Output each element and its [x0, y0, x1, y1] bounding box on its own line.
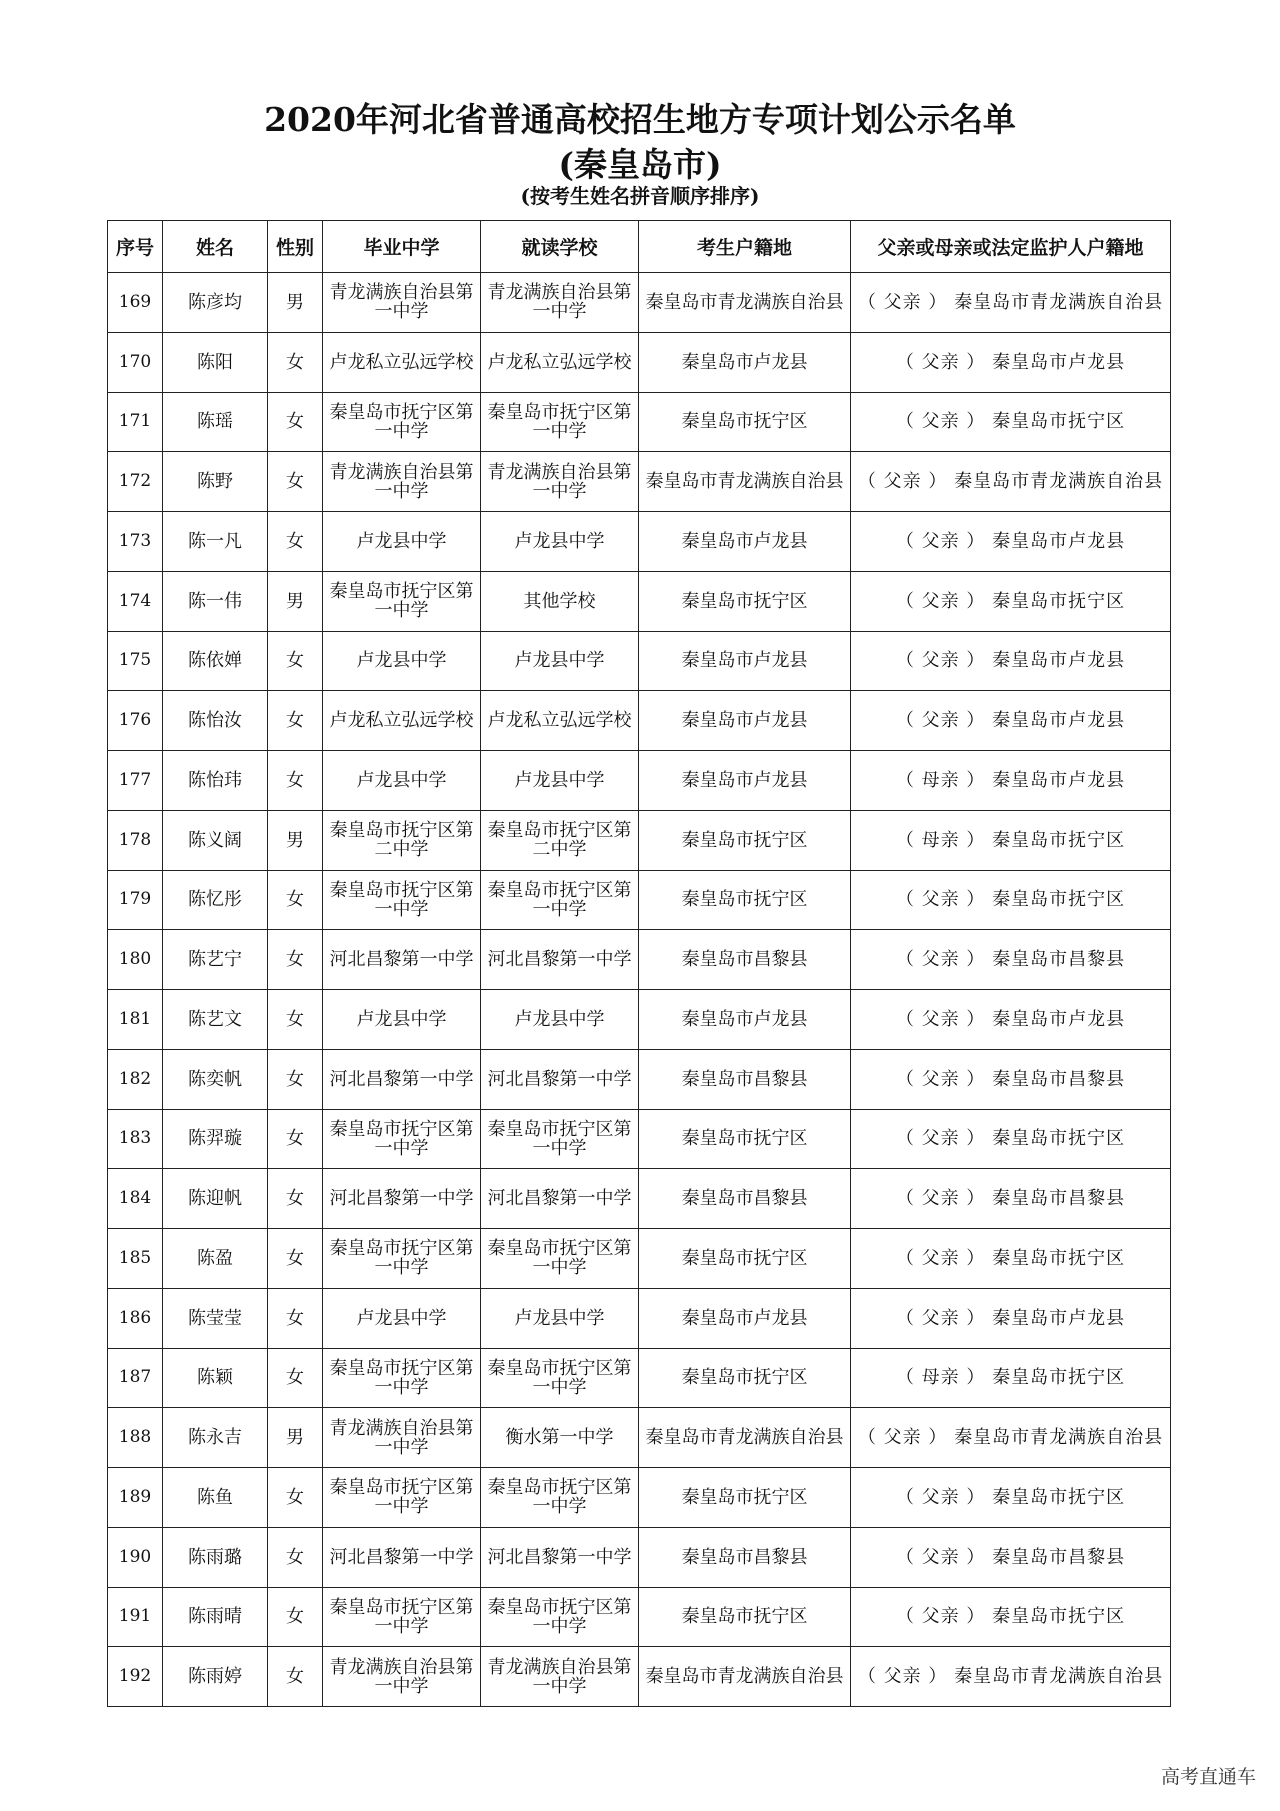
sort-note: (按考生姓名拼音顺序排序): [520, 184, 760, 208]
cell-guardian-domicile: （ 父亲 ） 秦皇岛市昌黎县: [851, 1527, 1171, 1587]
cell-name: 陈奕帆: [163, 1049, 268, 1109]
cell-name: 陈雨晴: [163, 1587, 268, 1647]
cell-study-school: 卢龙县中学: [481, 751, 639, 811]
cell-no: 182: [108, 1049, 163, 1109]
cell-name: 陈莹莹: [163, 1288, 268, 1348]
cell-name: 陈艺宁: [163, 930, 268, 990]
cell-name: 陈彦均: [163, 273, 268, 333]
cell-study-school: 卢龙私立弘远学校: [481, 332, 639, 392]
cell-gender: 女: [268, 1587, 323, 1647]
table-row: [108, 691, 1171, 751]
cell-no: 189: [108, 1468, 163, 1528]
cell-gender: 女: [268, 332, 323, 392]
table-row: [108, 870, 1171, 930]
cell-domicile: 秦皇岛市卢龙县: [639, 751, 851, 811]
cell-study-school: 青龙满族自治县第一中学: [481, 452, 639, 512]
table-row: [108, 1288, 1171, 1348]
cell-grad-school: 青龙满族自治县第一中学: [323, 452, 481, 512]
cell-gender: 女: [268, 990, 323, 1050]
cell-name: 陈依婵: [163, 631, 268, 691]
cell-grad-school: 青龙满族自治县第一中学: [323, 1647, 481, 1707]
cell-grad-school: 秦皇岛市抚宁区第二中学: [323, 810, 481, 870]
cell-domicile: 秦皇岛市抚宁区: [639, 810, 851, 870]
cell-grad-school: 秦皇岛市抚宁区第一中学: [323, 1587, 481, 1647]
table-row: [108, 392, 1171, 452]
cell-guardian-domicile: （ 父亲 ） 秦皇岛市卢龙县: [851, 691, 1171, 751]
cell-gender: 男: [268, 273, 323, 333]
cell-gender: 男: [268, 1408, 323, 1468]
cell-grad-school: 卢龙县中学: [323, 990, 481, 1050]
cell-domicile: 秦皇岛市昌黎县: [639, 1169, 851, 1229]
cell-domicile: 秦皇岛市昌黎县: [639, 930, 851, 990]
cell-no: 183: [108, 1109, 163, 1169]
cell-name: 陈忆彤: [163, 870, 268, 930]
table-row: [108, 1109, 1171, 1169]
cell-gender: 女: [268, 1468, 323, 1528]
cell-guardian-domicile: （ 父亲 ） 秦皇岛市抚宁区: [851, 1109, 1171, 1169]
cell-name: 陈鱼: [163, 1468, 268, 1528]
cell-study-school: 卢龙县中学: [481, 512, 639, 572]
cell-no: 174: [108, 571, 163, 631]
cell-study-school: 卢龙县中学: [481, 631, 639, 691]
cell-domicile: 秦皇岛市抚宁区: [639, 571, 851, 631]
table-row: [108, 1587, 1171, 1647]
cell-domicile: 秦皇岛市青龙满族自治县: [639, 1408, 851, 1468]
cell-grad-school: 秦皇岛市抚宁区第一中学: [323, 1109, 481, 1169]
cell-gender: 女: [268, 691, 323, 751]
cell-grad-school: 秦皇岛市抚宁区第一中学: [323, 1348, 481, 1408]
header-no: 序号: [108, 221, 163, 273]
cell-guardian-domicile: （ 母亲 ） 秦皇岛市抚宁区: [851, 1348, 1171, 1408]
cell-grad-school: 河北昌黎第一中学: [323, 1169, 481, 1229]
cell-no: 172: [108, 452, 163, 512]
cell-name: 陈盈: [163, 1229, 268, 1289]
table-row: [108, 1049, 1171, 1109]
cell-name: 陈野: [163, 452, 268, 512]
page-title: 2020年河北省普通高校招生地方专项计划公示名单: [264, 100, 1016, 139]
cell-gender: 女: [268, 1169, 323, 1229]
cell-name: 陈一伟: [163, 571, 268, 631]
cell-guardian-domicile: （ 父亲 ） 秦皇岛市抚宁区: [851, 870, 1171, 930]
table-row: [108, 1527, 1171, 1587]
cell-gender: 女: [268, 930, 323, 990]
cell-name: 陈艺文: [163, 990, 268, 1050]
cell-grad-school: 秦皇岛市抚宁区第一中学: [323, 392, 481, 452]
cell-grad-school: 青龙满族自治县第一中学: [323, 1408, 481, 1468]
cell-no: 181: [108, 990, 163, 1050]
cell-name: 陈雨璐: [163, 1527, 268, 1587]
table-row: [108, 1229, 1171, 1289]
cell-domicile: 秦皇岛市抚宁区: [639, 870, 851, 930]
cell-study-school: 河北昌黎第一中学: [481, 930, 639, 990]
header-name: 姓名: [163, 221, 268, 273]
cell-guardian-domicile: （ 父亲 ） 秦皇岛市青龙满族自治县: [851, 1408, 1171, 1468]
cell-name: 陈怡玮: [163, 751, 268, 811]
cell-gender: 女: [268, 1647, 323, 1707]
cell-domicile: 秦皇岛市卢龙县: [639, 332, 851, 392]
header-study-school: 就读学校: [481, 221, 639, 273]
table-row: [108, 452, 1171, 512]
cell-guardian-domicile: （ 父亲 ） 秦皇岛市卢龙县: [851, 332, 1171, 392]
cell-gender: 女: [268, 1288, 323, 1348]
cell-gender: 女: [268, 1109, 323, 1169]
cell-no: 191: [108, 1587, 163, 1647]
table-header-row: [108, 221, 1171, 273]
cell-domicile: 秦皇岛市卢龙县: [639, 691, 851, 751]
cell-no: 171: [108, 392, 163, 452]
cell-domicile: 秦皇岛市抚宁区: [639, 1587, 851, 1647]
page-subtitle: (秦皇岛市): [558, 145, 722, 184]
table-row: [108, 1169, 1171, 1229]
cell-gender: 女: [268, 392, 323, 452]
table-row: [108, 571, 1171, 631]
table-row: [108, 751, 1171, 811]
table-row: [108, 990, 1171, 1050]
cell-no: 188: [108, 1408, 163, 1468]
cell-no: 184: [108, 1169, 163, 1229]
cell-guardian-domicile: （ 父亲 ） 秦皇岛市抚宁区: [851, 1229, 1171, 1289]
cell-study-school: 青龙满族自治县第一中学: [481, 1647, 639, 1707]
cell-study-school: 秦皇岛市抚宁区第一中学: [481, 1468, 639, 1528]
cell-study-school: 衡水第一中学: [481, 1408, 639, 1468]
cell-gender: 女: [268, 452, 323, 512]
cell-name: 陈羿璇: [163, 1109, 268, 1169]
cell-grad-school: 秦皇岛市抚宁区第一中学: [323, 870, 481, 930]
cell-grad-school: 卢龙县中学: [323, 512, 481, 572]
cell-gender: 女: [268, 1049, 323, 1109]
cell-domicile: 秦皇岛市卢龙县: [639, 631, 851, 691]
cell-guardian-domicile: （ 父亲 ） 秦皇岛市抚宁区: [851, 571, 1171, 631]
cell-no: 177: [108, 751, 163, 811]
table-row: [108, 810, 1171, 870]
cell-gender: 女: [268, 1229, 323, 1289]
cell-study-school: 河北昌黎第一中学: [481, 1049, 639, 1109]
cell-study-school: 其他学校: [481, 571, 639, 631]
cell-name: 陈瑶: [163, 392, 268, 452]
cell-guardian-domicile: （ 父亲 ） 秦皇岛市青龙满族自治县: [851, 452, 1171, 512]
cell-guardian-domicile: （ 父亲 ） 秦皇岛市抚宁区: [851, 392, 1171, 452]
cell-name: 陈雨婷: [163, 1647, 268, 1707]
cell-grad-school: 卢龙县中学: [323, 751, 481, 811]
cell-grad-school: 秦皇岛市抚宁区第一中学: [323, 1468, 481, 1528]
cell-gender: 女: [268, 751, 323, 811]
cell-name: 陈永吉: [163, 1408, 268, 1468]
cell-no: 192: [108, 1647, 163, 1707]
cell-guardian-domicile: （ 父亲 ） 秦皇岛市青龙满族自治县: [851, 273, 1171, 333]
table-row: [108, 273, 1171, 333]
cell-gender: 女: [268, 1348, 323, 1408]
cell-no: 180: [108, 930, 163, 990]
cell-name: 陈怡汝: [163, 691, 268, 751]
cell-guardian-domicile: （ 父亲 ） 秦皇岛市昌黎县: [851, 1049, 1171, 1109]
roster-table: [107, 220, 1171, 1707]
cell-domicile: 秦皇岛市卢龙县: [639, 990, 851, 1050]
cell-name: 陈迎帆: [163, 1169, 268, 1229]
cell-domicile: 秦皇岛市青龙满族自治县: [639, 452, 851, 512]
cell-grad-school: 卢龙私立弘远学校: [323, 332, 481, 392]
cell-guardian-domicile: （ 父亲 ） 秦皇岛市抚宁区: [851, 1587, 1171, 1647]
cell-guardian-domicile: （ 父亲 ） 秦皇岛市昌黎县: [851, 1169, 1171, 1229]
cell-gender: 女: [268, 1527, 323, 1587]
table-row: [108, 1647, 1171, 1707]
cell-guardian-domicile: （ 父亲 ） 秦皇岛市卢龙县: [851, 1288, 1171, 1348]
cell-no: 187: [108, 1348, 163, 1408]
cell-study-school: 秦皇岛市抚宁区第二中学: [481, 810, 639, 870]
cell-study-school: 秦皇岛市抚宁区第一中学: [481, 1348, 639, 1408]
table-row: [108, 1468, 1171, 1528]
cell-study-school: 秦皇岛市抚宁区第一中学: [481, 392, 639, 452]
cell-no: 186: [108, 1288, 163, 1348]
header-gender: 性别: [268, 221, 323, 273]
cell-gender: 男: [268, 810, 323, 870]
cell-study-school: 秦皇岛市抚宁区第一中学: [481, 1109, 639, 1169]
cell-guardian-domicile: （ 母亲 ） 秦皇岛市抚宁区: [851, 810, 1171, 870]
table-row: [108, 1408, 1171, 1468]
cell-name: 陈义阔: [163, 810, 268, 870]
cell-study-school: 秦皇岛市抚宁区第一中学: [481, 870, 639, 930]
cell-domicile: 秦皇岛市昌黎县: [639, 1527, 851, 1587]
cell-study-school: 青龙满族自治县第一中学: [481, 273, 639, 333]
cell-grad-school: 卢龙私立弘远学校: [323, 691, 481, 751]
cell-domicile: 秦皇岛市抚宁区: [639, 1229, 851, 1289]
cell-domicile: 秦皇岛市昌黎县: [639, 1049, 851, 1109]
cell-no: 175: [108, 631, 163, 691]
cell-study-school: 河北昌黎第一中学: [481, 1527, 639, 1587]
cell-domicile: 秦皇岛市卢龙县: [639, 1288, 851, 1348]
header-domicile: 考生户籍地: [639, 221, 851, 273]
cell-name: 陈阳: [163, 332, 268, 392]
cell-domicile: 秦皇岛市抚宁区: [639, 392, 851, 452]
cell-domicile: 秦皇岛市卢龙县: [639, 512, 851, 572]
cell-gender: 女: [268, 512, 323, 572]
cell-study-school: 卢龙县中学: [481, 990, 639, 1050]
cell-domicile: 秦皇岛市抚宁区: [639, 1348, 851, 1408]
cell-domicile: 秦皇岛市青龙满族自治县: [639, 273, 851, 333]
cell-grad-school: 河北昌黎第一中学: [323, 1527, 481, 1587]
cell-gender: 男: [268, 571, 323, 631]
table-body: [108, 273, 1171, 1707]
header-guardian-domicile: 父亲或母亲或法定监护人户籍地: [851, 221, 1171, 273]
cell-guardian-domicile: （ 父亲 ） 秦皇岛市卢龙县: [851, 631, 1171, 691]
cell-name: 陈颖: [163, 1348, 268, 1408]
cell-no: 178: [108, 810, 163, 870]
cell-guardian-domicile: （ 父亲 ） 秦皇岛市昌黎县: [851, 930, 1171, 990]
cell-grad-school: 卢龙县中学: [323, 1288, 481, 1348]
cell-study-school: 秦皇岛市抚宁区第一中学: [481, 1229, 639, 1289]
cell-guardian-domicile: （ 父亲 ） 秦皇岛市卢龙县: [851, 990, 1171, 1050]
cell-guardian-domicile: （ 父亲 ） 秦皇岛市抚宁区: [851, 1468, 1171, 1528]
cell-name: 陈一凡: [163, 512, 268, 572]
cell-no: 176: [108, 691, 163, 751]
cell-no: 170: [108, 332, 163, 392]
table-row: [108, 930, 1171, 990]
table-row: [108, 512, 1171, 572]
table-row: [108, 1348, 1171, 1408]
watermark: 高考直通车: [1160, 1766, 1256, 1788]
cell-study-school: 卢龙私立弘远学校: [481, 691, 639, 751]
cell-gender: 女: [268, 870, 323, 930]
cell-grad-school: 青龙满族自治县第一中学: [323, 273, 481, 333]
cell-no: 185: [108, 1229, 163, 1289]
cell-gender: 女: [268, 631, 323, 691]
cell-study-school: 河北昌黎第一中学: [481, 1169, 639, 1229]
cell-guardian-domicile: （ 父亲 ） 秦皇岛市青龙满族自治县: [851, 1647, 1171, 1707]
cell-grad-school: 秦皇岛市抚宁区第一中学: [323, 571, 481, 631]
table-row: [108, 631, 1171, 691]
cell-study-school: 卢龙县中学: [481, 1288, 639, 1348]
cell-grad-school: 河北昌黎第一中学: [323, 1049, 481, 1109]
table-row: [108, 332, 1171, 392]
cell-study-school: 秦皇岛市抚宁区第一中学: [481, 1587, 639, 1647]
cell-grad-school: 秦皇岛市抚宁区第一中学: [323, 1229, 481, 1289]
cell-grad-school: 河北昌黎第一中学: [323, 930, 481, 990]
header-grad-school: 毕业中学: [323, 221, 481, 273]
cell-no: 173: [108, 512, 163, 572]
cell-domicile: 秦皇岛市抚宁区: [639, 1109, 851, 1169]
cell-no: 179: [108, 870, 163, 930]
cell-guardian-domicile: （ 父亲 ） 秦皇岛市卢龙县: [851, 512, 1171, 572]
cell-domicile: 秦皇岛市抚宁区: [639, 1468, 851, 1528]
cell-no: 169: [108, 273, 163, 333]
cell-domicile: 秦皇岛市青龙满族自治县: [639, 1647, 851, 1707]
cell-grad-school: 卢龙县中学: [323, 631, 481, 691]
cell-guardian-domicile: （ 母亲 ） 秦皇岛市卢龙县: [851, 751, 1171, 811]
cell-no: 190: [108, 1527, 163, 1587]
